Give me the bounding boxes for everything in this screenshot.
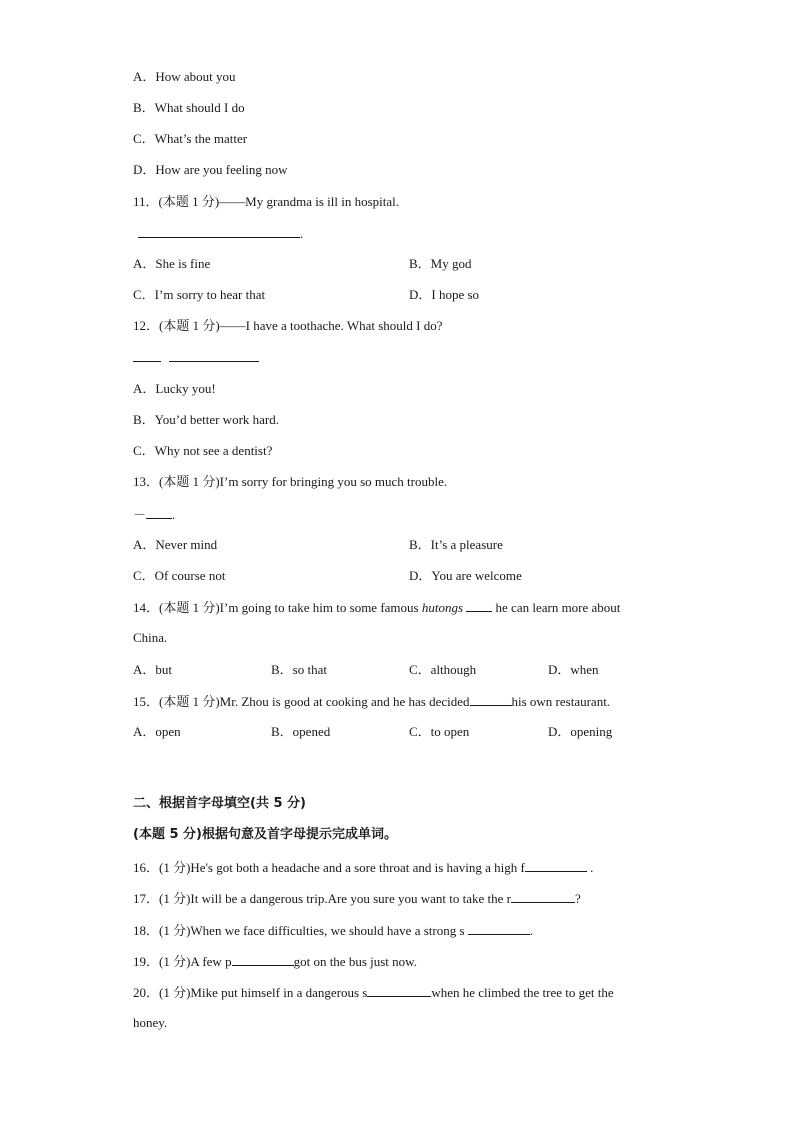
q13-option-a: A．Never mind [133,537,218,552]
q11-blank-long [168,225,300,238]
q19-before: 19．(1 分)A few p [133,954,232,969]
q13-answer-prefix: － [133,507,147,522]
q11-option-d: D．I hope so [409,287,480,302]
q11-option-c: C．I’m sorry to hear that [133,287,266,302]
q18 [133,922,533,939]
q11-answer-line: . [138,225,303,242]
q10-option-d: D．How are you feeling now [133,162,288,177]
q14-option-c: C．although [409,662,477,677]
q13-answer-line: － . [133,507,176,522]
q11-stem: 11．(本题 1 分)——My grandma is ill in hospital. [133,194,399,209]
q15-option-d: D．opening [548,724,613,739]
q20-line2: honey. [133,1015,168,1030]
q13-stem: 13．(本题 1 分)I’m sorry for bringing you so much trouble. [133,474,448,489]
q16-before: 16．(1 分)He's got both a headache and a sore throat and is having a high f [133,860,525,875]
q15-stem [133,693,610,710]
q11-option-b: B．My god [409,256,472,271]
q15-option-b: B．opened [271,724,331,739]
q11-option-a: A．She is fine [133,256,211,271]
q14-stem [133,599,620,616]
q17-before: 17．(1 分)It will be a dangerous trip.Are you sure you want to take the r [133,891,511,906]
q17-after: ? [574,891,581,906]
q12-option-c: C．Why not see a dentist? [133,443,273,458]
q19-after: got on the bus just now. [293,954,417,969]
q12-stem: 12．(本题 1 分)——I have a toothache. What should I do? [133,318,443,333]
q15-stem-before: 15．(本题 1 分)Mr. Zhou is good at cooking and he has decided [133,694,470,709]
section2-instruction: (本题 5 分)根据句意及首字母提示完成单词。 [133,827,397,842]
q16-after: . [586,860,594,875]
q10-option-c: C．What’s the matter [133,131,248,146]
q19 [133,953,417,970]
q20 [133,984,614,1001]
q18-after: . [529,923,534,938]
q14-stem-after: he can learn more about [492,600,621,615]
q11-blank-short [138,225,168,238]
q14-blank [466,599,492,612]
q14-option-a: A．but [133,662,173,677]
q20-blank [367,984,431,997]
q10-option-a: A．How about you [133,69,236,84]
q12-option-b: B．You’d better work hard. [133,412,279,427]
q15-blank [470,693,512,706]
q17-blank [511,890,575,903]
q15-option-c: C．to open [409,724,470,739]
q13-option-b: B．It’s a pleasure [409,537,503,552]
q16 [133,859,593,876]
q18-blank [468,922,530,935]
q13-option-c: C．Of course not [133,568,226,583]
q18-before: 18．(1 分)When we face difficulties, we should have a strong s [133,923,468,938]
q10-option-b: B．What should I do [133,100,245,115]
section2-title: 二、根据首字母填空(共 5 分) [133,796,306,811]
q14-stem-italic: hutongs [421,600,464,615]
q20-after: when he climbed the tree to get the [431,985,614,1000]
q13-option-d: D．You are welcome [409,568,522,583]
q17 [133,890,581,907]
q12-answer-line [133,349,259,366]
q13-blank [146,506,172,519]
q15-option-a: A．open [133,724,181,739]
q12-blank-long [169,349,259,362]
q12-option-a: A．Lucky you! [133,381,216,396]
q14-option-d: D．when [548,662,599,677]
q19-blank [232,953,294,966]
q15-stem-after: his own restaurant. [511,694,611,709]
q14-stem-line2: China. [133,630,168,645]
q20-before: 20．(1 分)Mike put himself in a dangerous s [133,985,368,1000]
q14-option-b: B．so that [271,662,327,677]
q16-blank [525,859,587,872]
q14-stem-before: 14．(本题 1 分)I’m going to take him to some famous [133,600,422,615]
q12-blank-short [133,349,161,362]
